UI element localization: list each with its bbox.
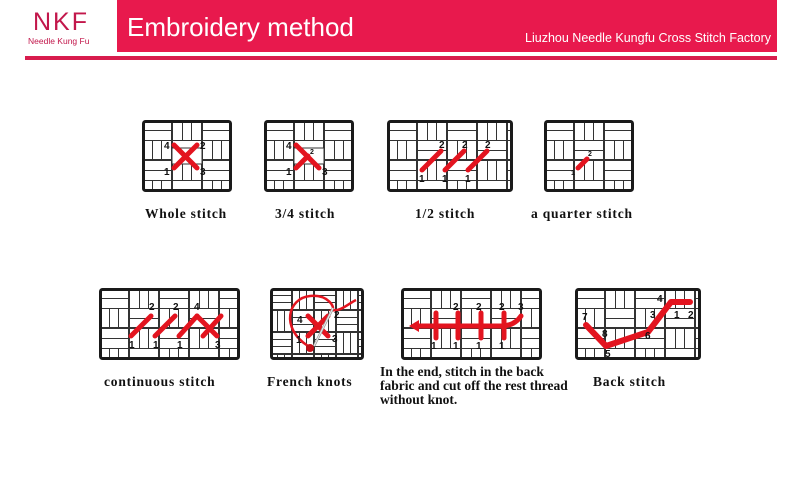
svg-text:1: 1 — [431, 341, 437, 352]
svg-text:7: 7 — [582, 312, 588, 323]
caption-finishing-stitch: In the end, stitch in the back fabric and cut off the rest thread without knot. — [380, 364, 568, 407]
back-stitch-diagram — [575, 288, 701, 360]
svg-text:2: 2 — [688, 310, 694, 321]
svg-text:1: 1 — [419, 174, 425, 185]
svg-text:1: 1 — [296, 335, 302, 346]
svg-text:2: 2 — [499, 302, 505, 313]
svg-text:3: 3 — [332, 334, 338, 345]
svg-text:2: 2 — [200, 141, 206, 152]
svg-text:1: 1 — [442, 174, 448, 185]
svg-text:1: 1 — [129, 340, 135, 351]
svg-text:6: 6 — [645, 331, 651, 342]
caption-quarter-stitch: a quarter stitch — [531, 206, 633, 221]
svg-text:4: 4 — [194, 302, 200, 313]
half-stitch-diagram — [387, 120, 513, 192]
svg-text:3: 3 — [518, 302, 524, 313]
svg-text:1: 1 — [465, 174, 471, 185]
svg-text:2: 2 — [453, 302, 459, 313]
svg-text:2: 2 — [310, 149, 314, 156]
french-knots-diagram — [270, 288, 364, 360]
caption-french-knots: French knots — [267, 374, 353, 389]
svg-text:4: 4 — [297, 315, 303, 326]
svg-text:4: 4 — [286, 141, 292, 152]
caption-back-stitch: Back stitch — [593, 374, 666, 389]
svg-text:4: 4 — [657, 294, 663, 305]
whole-stitch-diagram — [142, 120, 232, 192]
header-divider — [25, 56, 777, 60]
svg-text:2: 2 — [149, 302, 155, 313]
svg-text:1: 1 — [453, 341, 459, 352]
caption-continuous-stitch: continuous stitch — [104, 374, 216, 389]
svg-text:2: 2 — [334, 310, 340, 321]
caption-half-stitch: 1/2 stitch — [415, 206, 476, 221]
brand-logo — [27, 6, 115, 50]
page-title: Embroidery method — [127, 12, 354, 42]
svg-text:3: 3 — [215, 340, 221, 351]
svg-text:2: 2 — [588, 151, 592, 158]
logo-mark: NKF — [33, 8, 89, 36]
caption-three-quarter-stitch: 3/4 stitch — [275, 206, 336, 221]
svg-text:1: 1 — [177, 340, 183, 351]
logo-subtitle: Needle Kung Fu — [28, 36, 90, 46]
svg-text:8: 8 — [602, 329, 608, 340]
svg-text:1: 1 — [674, 310, 680, 321]
svg-text:2: 2 — [439, 140, 445, 151]
continuous-stitch-diagram — [99, 288, 240, 360]
caption-whole-stitch: Whole stitch — [145, 206, 227, 221]
svg-text:5: 5 — [605, 349, 611, 360]
svg-text:3: 3 — [650, 310, 656, 321]
svg-text:1: 1 — [286, 167, 292, 178]
svg-text:2: 2 — [485, 140, 491, 151]
svg-text:1: 1 — [153, 340, 159, 351]
three-quarter-stitch-diagram — [264, 120, 354, 192]
svg-text:1: 1 — [164, 167, 170, 178]
svg-text:4: 4 — [164, 141, 170, 152]
quarter-stitch-diagram — [544, 120, 634, 192]
svg-text:3: 3 — [322, 167, 328, 178]
finishing-stitch-diagram — [401, 288, 542, 360]
svg-text:2: 2 — [173, 302, 179, 313]
svg-text:2: 2 — [476, 302, 482, 313]
svg-text:3: 3 — [200, 167, 206, 178]
factory-name: Liuzhou Needle Kungfu Cross Stitch Factory — [525, 31, 771, 45]
svg-text:1: 1 — [476, 341, 482, 352]
svg-text:1: 1 — [571, 170, 575, 177]
header-banner — [117, 0, 777, 52]
svg-text:1: 1 — [499, 341, 505, 352]
svg-text:2: 2 — [462, 140, 468, 151]
